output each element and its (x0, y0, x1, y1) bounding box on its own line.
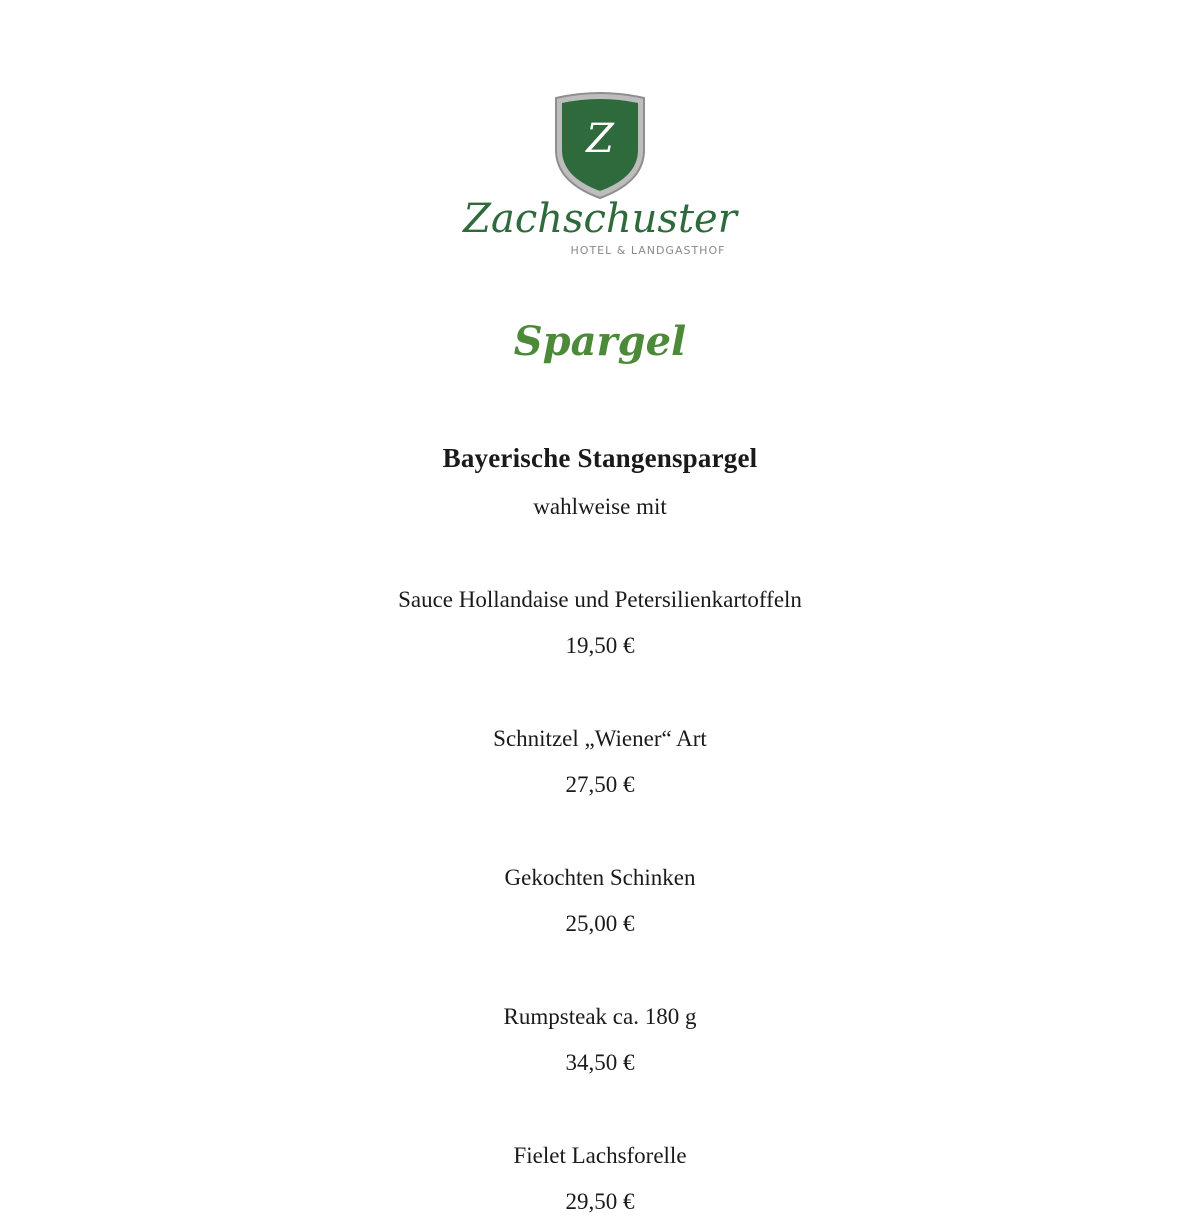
menu-item (0, 1141, 1200, 1217)
section-title-text: Spargel (513, 318, 687, 365)
menu-item-price: 25,00 € (565, 911, 635, 936)
menu-item (0, 1002, 1200, 1078)
menu-item-price: 29,50 € (565, 1189, 635, 1214)
menu-item-name: Gekochten Schinken (504, 865, 696, 890)
menu-item-name: Rumpsteak ca. 180 g (503, 1004, 697, 1029)
menu-subheading: wahlweise mit (533, 494, 667, 519)
section-title (513, 305, 687, 385)
menu-heading: Bayerische Stangenspargel (442, 443, 758, 473)
hotel-logo (463, 90, 737, 260)
menu-item (0, 585, 1200, 661)
menu-item-price: 34,50 € (565, 1050, 635, 1075)
brand-wordmark: Zachschuster (463, 196, 737, 242)
crest-logo-graphic (463, 90, 737, 260)
menu-item (0, 724, 1200, 800)
menu-item-name: Schnitzel „Wiener“ Art (493, 726, 707, 751)
menu-item (0, 863, 1200, 939)
menu-item-price: 27,50 € (565, 772, 635, 797)
menu-item-price: 19,50 € (565, 633, 635, 658)
brand-tagline: HOTEL & LANDGASTHOF (570, 244, 726, 257)
crest-letter: Z (586, 116, 614, 162)
menu-item-name: Fielet Lachsforelle (513, 1143, 687, 1168)
menu-item-name: Sauce Hollandaise und Petersilienkartoffeln (398, 587, 802, 612)
